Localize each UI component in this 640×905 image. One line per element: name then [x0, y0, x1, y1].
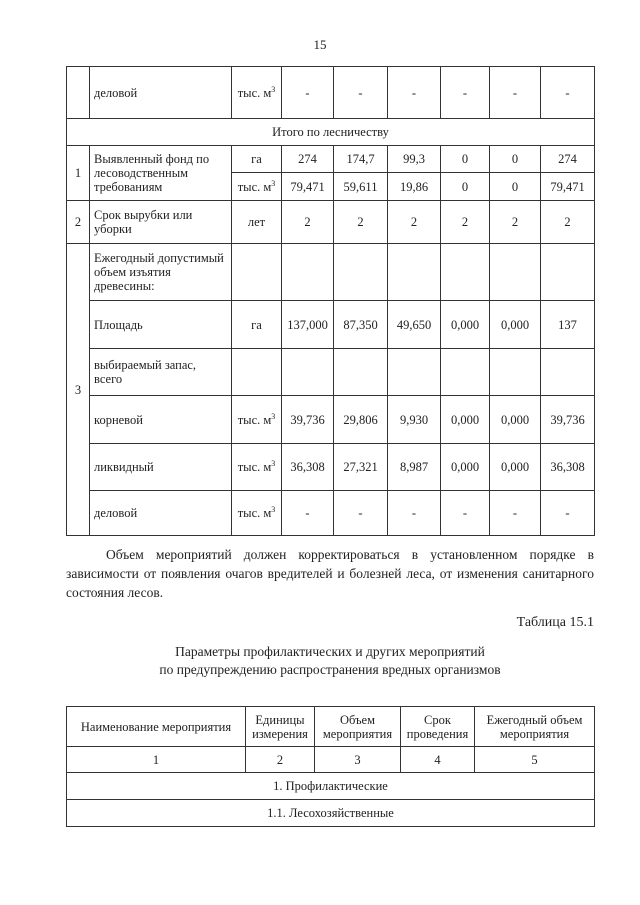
- cell: 27,321: [334, 444, 388, 491]
- cell: 0,000: [490, 444, 541, 491]
- unit-cell: тыс. $м^3$: [232, 491, 282, 536]
- cell: 2: [441, 201, 490, 244]
- table-title-line: Параметры профилактических и других мероприятий: [175, 644, 485, 659]
- cell: 137,000: [282, 301, 334, 349]
- page-number: 15: [313, 37, 327, 52]
- cell: 0: [490, 173, 541, 201]
- cell: -: [490, 67, 541, 119]
- measures-table: [66, 706, 595, 827]
- cell: 49,650: [388, 301, 441, 349]
- table-label: Таблица 15.1: [516, 615, 594, 630]
- cell: 36,308: [541, 444, 595, 491]
- cell: 274: [541, 146, 595, 173]
- row-number: 2: [67, 201, 90, 244]
- table-row: [67, 444, 595, 491]
- cell: -: [541, 491, 595, 536]
- unit-cell: тыс. $м^3$: [232, 67, 282, 119]
- section-title: 1.1. Лесохозяйственные: [67, 800, 595, 827]
- cell: 8,987: [388, 444, 441, 491]
- section-row: [67, 773, 595, 800]
- cell: 0: [490, 146, 541, 173]
- table-row: [67, 491, 595, 536]
- cell: 2: [334, 201, 388, 244]
- unit-cell: га: [232, 301, 282, 349]
- cell: 79,471: [541, 173, 595, 201]
- table-row: [67, 67, 595, 119]
- cell: 0,000: [441, 301, 490, 349]
- row-name: Выявленный фонд по лесоводственным требованиям: [90, 146, 232, 201]
- cell: 1: [67, 747, 246, 773]
- column-header: Наименование мероприятия: [67, 707, 246, 747]
- cell: -: [388, 67, 441, 119]
- column-header: Ежегодный объем мероприятия: [475, 707, 595, 747]
- table-row: [67, 201, 595, 244]
- row-name: выбираемый запас, всего: [90, 349, 232, 396]
- row-number: 3: [67, 244, 90, 536]
- section-title: Итого по лесничеству: [67, 119, 595, 146]
- cell: 0,000: [490, 301, 541, 349]
- row-name: деловой: [90, 491, 232, 536]
- cell: -: [490, 491, 541, 536]
- table-title-line: по предупреждению распространения вредных организмов: [159, 662, 501, 677]
- section-title: 1. Профилактические: [67, 773, 595, 800]
- table-row: [67, 146, 595, 173]
- table-row: [67, 396, 595, 444]
- cell: 137: [541, 301, 595, 349]
- cell: 0: [441, 146, 490, 173]
- section-row: [67, 800, 595, 827]
- column-header: Объем мероприятия: [315, 707, 401, 747]
- row-name: Площадь: [90, 301, 232, 349]
- body-paragraph: Объем мероприятий должен корректироваться в установленном порядке в зависимости от появления очагов вредителей и болезней леса, от изменения санитарного состояния лесов.: [66, 547, 594, 600]
- cell: -: [282, 67, 334, 119]
- cell: -: [441, 491, 490, 536]
- cell: 4: [401, 747, 475, 773]
- unit-cell: лет: [232, 201, 282, 244]
- cell: 5: [475, 747, 595, 773]
- row-name: корневой: [90, 396, 232, 444]
- table-row: [67, 301, 595, 349]
- cell: 0,000: [441, 444, 490, 491]
- cell: 9,930: [388, 396, 441, 444]
- cell: 36,308: [282, 444, 334, 491]
- cell: -: [334, 491, 388, 536]
- cell: 2: [541, 201, 595, 244]
- cell: -: [334, 67, 388, 119]
- cell: -: [441, 67, 490, 119]
- row-name: Ежегодный допустимый объем изъятия древесины:: [90, 244, 232, 301]
- cell: 174,7: [334, 146, 388, 173]
- cell: 2: [388, 201, 441, 244]
- row-number: 1: [67, 146, 90, 201]
- cell: 79,471: [282, 173, 334, 201]
- unit-cell: тыс. $м^3$: [232, 444, 282, 491]
- column-header: Единицы измерения: [246, 707, 315, 747]
- section-row: [67, 119, 595, 146]
- cell: -: [282, 491, 334, 536]
- row-name: Срок вырубки или уборки: [90, 201, 232, 244]
- row-name: ликвидный: [90, 444, 232, 491]
- numbering-row: [67, 747, 595, 773]
- cell: -: [541, 67, 595, 119]
- cell: 0,000: [490, 396, 541, 444]
- cell: 87,350: [334, 301, 388, 349]
- row-name: деловой: [90, 67, 232, 119]
- cell: 39,736: [282, 396, 334, 444]
- unit-cell: га: [232, 146, 282, 173]
- cell: 3: [315, 747, 401, 773]
- cell: 2: [490, 201, 541, 244]
- cell: 29,806: [334, 396, 388, 444]
- cell: 2: [282, 201, 334, 244]
- unit-cell: тыс. $м^3$: [232, 173, 282, 201]
- forest-volume-table: [66, 66, 595, 536]
- unit-cell: тыс. $м^3$: [232, 396, 282, 444]
- cell: 59,611: [334, 173, 388, 201]
- cell: 274: [282, 146, 334, 173]
- cell: 0,000: [441, 396, 490, 444]
- table-title: [0, 643, 640, 679]
- cell: 19,86: [388, 173, 441, 201]
- cell: 0: [441, 173, 490, 201]
- cell: 99,3: [388, 146, 441, 173]
- column-header: Срок проведения: [401, 707, 475, 747]
- cell: 2: [246, 747, 315, 773]
- table-row: [67, 244, 595, 301]
- cell: -: [388, 491, 441, 536]
- header-row: [67, 707, 595, 747]
- table-row: [67, 349, 595, 396]
- cell: 39,736: [541, 396, 595, 444]
